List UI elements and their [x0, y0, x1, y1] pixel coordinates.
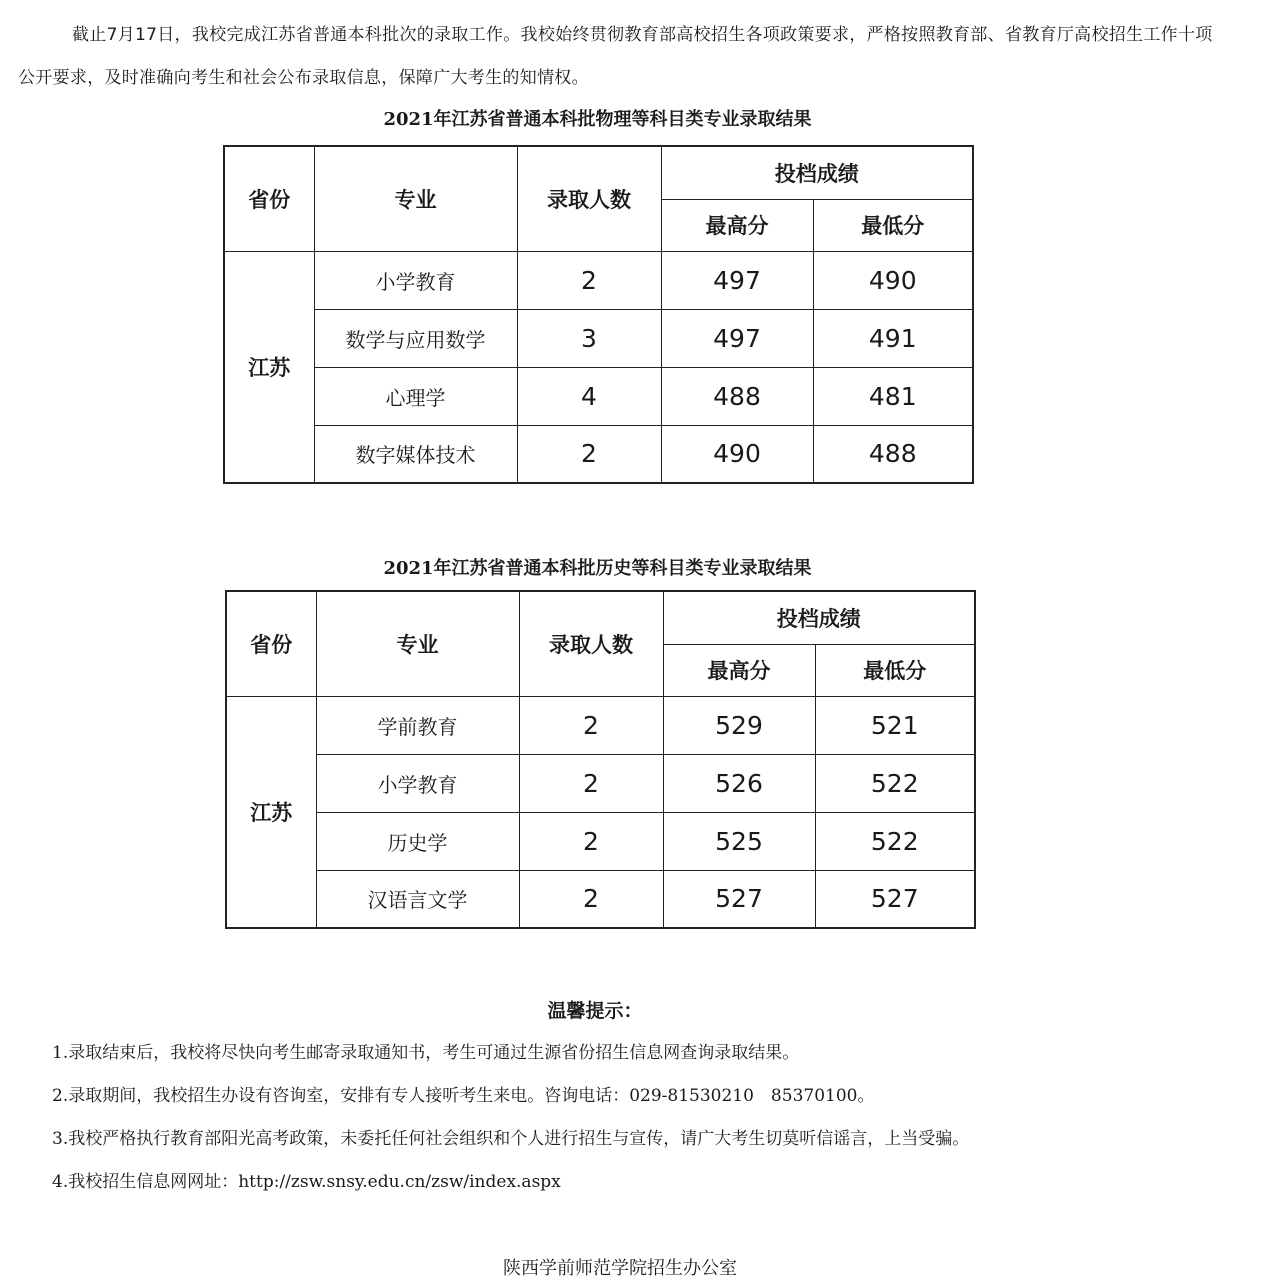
table-title-physics: 2021年江苏省普通本科批物理等科目类专业录取结果	[383, 109, 812, 130]
max-score-cell: 490	[661, 425, 813, 483]
max-score-cell: 527	[663, 870, 815, 928]
tips-title: 温馨提示：	[547, 1000, 643, 1022]
min-score-cell: 490	[813, 251, 973, 309]
min-score-cell: 522	[815, 812, 975, 870]
max-score-cell: 488	[661, 367, 813, 425]
min-score-cell: 488	[813, 425, 973, 483]
table-row	[226, 696, 975, 754]
header-admit-count: 录取人数	[519, 591, 663, 696]
count-cell: 2	[519, 812, 663, 870]
max-score-cell: 525	[663, 812, 815, 870]
count-cell: 2	[517, 251, 661, 309]
table-row	[224, 251, 973, 309]
major-cell: 小学教育	[314, 251, 517, 309]
table-row	[226, 870, 975, 928]
header-province: 省份	[226, 591, 316, 696]
major-cell: 心理学	[314, 367, 517, 425]
header-score-group: 投档成绩	[661, 146, 973, 199]
min-score-cell: 527	[815, 870, 975, 928]
max-score-cell: 497	[661, 251, 813, 309]
header-min-score: 最低分	[813, 199, 973, 251]
min-score-cell: 522	[815, 754, 975, 812]
count-cell: 2	[519, 696, 663, 754]
max-score-cell: 529	[663, 696, 815, 754]
header-major: 专业	[314, 146, 517, 251]
major-cell: 学前教育	[316, 696, 519, 754]
max-score-cell: 497	[661, 309, 813, 367]
table-row	[224, 367, 973, 425]
max-score-cell: 526	[663, 754, 815, 812]
min-score-cell: 481	[813, 367, 973, 425]
header-score-group: 投档成绩	[663, 591, 975, 644]
tips-list	[52, 1032, 969, 1204]
header-min-score: 最低分	[815, 644, 975, 696]
header-max-score: 最高分	[663, 644, 815, 696]
header-province: 省份	[224, 146, 314, 251]
count-cell: 2	[519, 754, 663, 812]
admission-table-history	[225, 590, 976, 929]
footer-signature: 陕西学前师范学院招生办公室	[503, 1258, 737, 1279]
tip-item: 3.我校严格执行教育部阳光高考政策，未委托任何社会组织和个人进行招生与宣传，请广大考生切莫听信谣言，上当受骗。	[52, 1129, 970, 1149]
major-cell: 历史学	[316, 812, 519, 870]
header-max-score: 最高分	[661, 199, 813, 251]
table-title-history: 2021年江苏省普通本科批历史等科目类专业录取结果	[383, 558, 812, 579]
tip-item-website: 4.我校招生信息网网址：http://zsw.snsy.edu.cn/zsw/index.aspx	[52, 1172, 561, 1192]
major-cell: 小学教育	[316, 754, 519, 812]
min-score-cell: 491	[813, 309, 973, 367]
count-cell: 4	[517, 367, 661, 425]
major-cell: 汉语言文学	[316, 870, 519, 928]
header-admit-count: 录取人数	[517, 146, 661, 251]
table-row	[226, 754, 975, 812]
count-cell: 3	[517, 309, 661, 367]
province-cell: 江苏	[224, 251, 314, 483]
min-score-cell: 521	[815, 696, 975, 754]
table-row	[226, 812, 975, 870]
major-cell: 数学与应用数学	[314, 309, 517, 367]
admission-table-physics	[223, 145, 974, 484]
tip-item: 1.录取结束后，我校将尽快向考生邮寄录取通知书，考生可通过生源省份招生信息网查询录取结果。	[52, 1043, 800, 1063]
count-cell: 2	[517, 425, 661, 483]
table-row	[224, 309, 973, 367]
tip-item: 2.录取期间，我校招生办设有咨询室，安排有专人接听考生来电。咨询电话：029-81530210 85370100。	[52, 1086, 875, 1106]
province-cell: 江苏	[226, 696, 316, 928]
table-row	[224, 425, 973, 483]
count-cell: 2	[519, 870, 663, 928]
major-cell: 数字媒体技术	[314, 425, 517, 483]
header-major: 专业	[316, 591, 519, 696]
intro-paragraph: 截止7月17日，我校完成江苏省普通本科批次的录取工作。我校始终贯彻教育部高校招生各项政策要求，严格按照教育部、省教育厅高校招生工作十项公开要求，及时准确向考生和社会公布录取信息，保障广大考生的知情权。	[18, 25, 1213, 88]
